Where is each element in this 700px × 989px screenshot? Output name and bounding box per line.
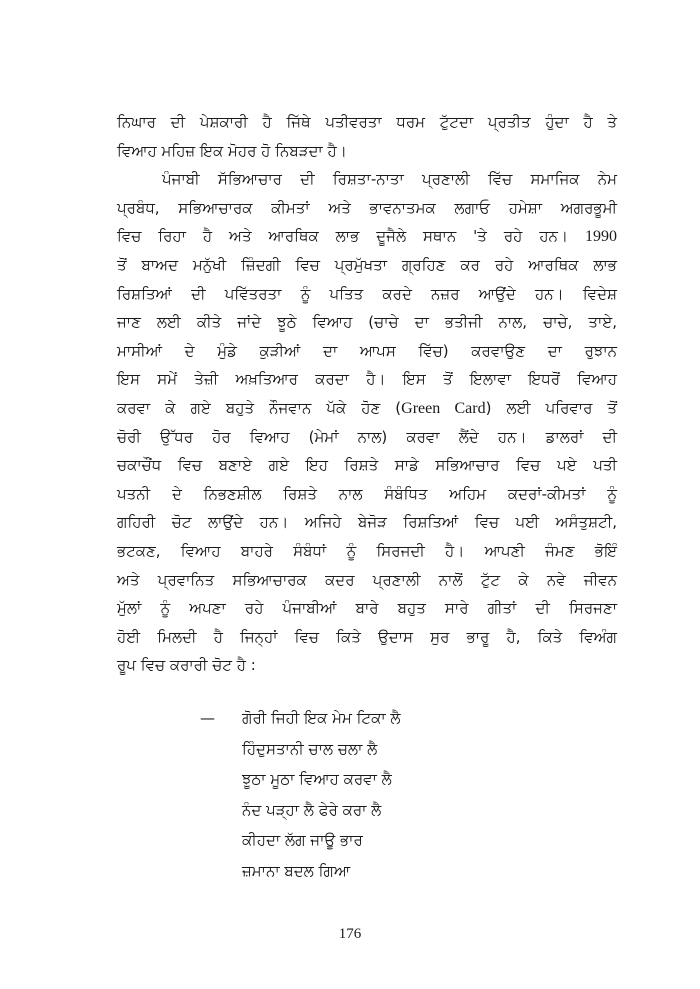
text-line: ਭਟਕਣ, ਵਿਆਹ ਬਾਹਰੇ ਸੰਬੰਧਾਂ ਨੂੰ ਸਿਰਜਦੀ ਹੈ। ਆਪਣੀ ਜੰਮਣ ਭੋਇੰ <box>117 541 617 560</box>
verse-line-text: ਨੰਦ ਪੜ੍ਹਾ ਲੈ ਫੇਰੇ ਕਰਾ ਲੈ <box>242 800 382 819</box>
text-line: ਰਿਸ਼ਤਿਆਂ ਦੀ ਪਵਿੱਤਰਤਾ ਨੂੰ ਪਤਿਤ ਕਰਦੇ ਨਜ਼ਰ ਆਉਂਦੇ ਹਨ। ਵਿਦੇਸ਼ <box>117 284 617 303</box>
text-line: ਗਹਿਰੀ ਚੋਟ ਲਾਉਂਦੇ ਹਨ। ਅਜਿਹੇ ਬੇਜੋੜ ਰਿਸ਼ਤਿਆਂ ਵਿਚ ਪਈ ਅਸੰਤੁਸ਼ਟੀ, <box>117 513 617 532</box>
text-line: ਮੁੱਲਾਂ ਨੂੰ ਅਪਣਾ ਰਹੇ ਪੰਜਾਬੀਆਂ ਬਾਰੇ ਬਹੁਤ ਸਾਰੇ ਗੀਤਾਂ ਦੀ ਸਿਰਜਣਾ <box>117 599 617 618</box>
verse-line-text: ਝੂਠਾ ਮੂਠਾ ਵਿਆਹ ਕਰਵਾ ਲੈ <box>242 770 392 788</box>
verse-line-text: ਹਿੰਦੁਸਤਾਨੀ ਚਾਲ ਚਲਾ ਲੈ <box>242 739 378 758</box>
text-line: ਚੋਰੀ ਉੱਧਰ ਹੋਰ ਵਿਆਹ (ਮੇਮਾਂ ਨਾਲ) ਕਰਵਾ ਲੈਂਦੇ ਹਨ। ਡਾਲਰਾਂ ਦੀ <box>117 427 617 446</box>
text-line: ਪਤਨੀ ਦੇ ਨਿਭਣਸ਼ੀਲ ਰਿਸ਼ਤੇ ਨਾਲ ਸੰਬੰਧਿਤ ਅਹਿਮ ਕਦਰਾਂ-ਕੀਮਤਾਂ ਨੂੰ <box>117 484 617 503</box>
text-line: ਰੂਪ ਵਿਚ ਕਰਾਰੀ ਚੋਟ ਹੈ : <box>117 656 256 675</box>
text-line: ਨਿਘਾਰ ਦੀ ਪੇਸ਼ਕਾਰੀ ਹੈ ਜਿੱਥੇ ਪਤੀਵਰਤਾ ਧਰਮ ਟੁੱਟਦਾ ਪ੍ਰਤੀਤ ਹੁੰਦਾ ਹੈ ਤੇ <box>117 113 617 131</box>
text-line: ਕਰਵਾ ਕੇ ਗਏ ਬਹੁਤੇ ਨੌਜਵਾਨ ਪੱਕੇ ਹੋਣ (Green Card) ਲਈ ਪਰਿਵਾਰ ਤੋਂ <box>117 398 617 417</box>
text-line: ਹੋਈ ਮਿਲਦੀ ਹੈ ਜਿਨ੍ਹਾਂ ਵਿਚ ਕਿਤੇ ਉਦਾਸ ਸੁਰ ਭਾਰੂ ਹੈ, ਕਿਤੇ ਵਿਅੰਗ <box>117 627 617 646</box>
verse-line-text: ਗੋਰੀ ਜਿਹੀ ਇਕ ਮੇਮ ਟਿਕਾ ਲੈ <box>242 709 401 727</box>
text-line: ਜਾਣ ਲਈ ਕੀਤੇ ਜਾਂਦੇ ਝੂਠੇ ਵਿਆਹ (ਚਾਚੇ ਦਾ ਭਤੀਜੀ ਨਾਲ, ਚਾਚੇ, ਤਾਏ, <box>117 313 617 332</box>
body-text <box>117 108 617 680</box>
text-line: ਤੋਂ ਬਾਅਦ ਮਨੁੱਖੀ ਜ਼ਿੰਦਗੀ ਵਿਚ ਪ੍ਰਮੁੱਖਤਾ ਗ੍ਰਹਿਣ ਕਰ ਰਹੇ ਆਰਥਿਕ ਲਾਭ <box>117 255 617 274</box>
paragraph-first-line: ਪੰਜਾਬੀ ਸੱਭਿਆਚਾਰ ਦੀ ਰਿਸ਼ਤਾ-ਨਾਤਾ ਪ੍ਰਣਾਲੀ ਵਿੱਚ ਸਮਾਜਿਕ ਨੇਮ <box>162 170 617 189</box>
verse-dash: — <box>200 709 215 727</box>
text-line: ਚਕਾਚੌਂਧ ਵਿਚ ਬਣਾਏ ਗਏ ਇਹ ਰਿਸ਼ਤੇ ਸਾਡੇ ਸਭਿਆਚਾਰ ਵਿਚ ਪਏ ਪਤੀ <box>117 456 617 475</box>
text-line: ਪ੍ਰਬੰਧ, ਸਭਿਆਚਾਰਕ ਕੀਮਤਾਂ ਅਤੇ ਭਾਵਨਾਤਮਕ ਲਗਾਓ ਹਮੇਸ਼ਾ ਅਗਰਭੂਮੀ <box>117 198 617 217</box>
text-line: ਵਿਚ ਰਿਹਾ ਹੈ ਅਤੇ ਆਰਥਿਕ ਲਾਭ ਦੂਜੈਲੇ ਸਥਾਨ 'ਤੇ ਰਹੇ ਹਨ। 1990 <box>117 227 617 246</box>
page-number: 176 <box>338 926 362 942</box>
text-line: ਇਸ ਸਮੇਂ ਤੇਜ਼ੀ ਅਖ਼ਤਿਆਰ ਕਰਦਾ ਹੈ। ਇਸ ਤੋਂ ਇਲਾਵਾ ਇਧਰੋਂ ਵਿਆਹ <box>117 370 617 389</box>
text-line: ਅਤੇ ਪ੍ਰਵਾਨਿਤ ਸਭਿਆਚਾਰਕ ਕਦਰ ਪ੍ਰਣਾਲੀ ਨਾਲੋਂ ਟੁੱਟ ਕੇ ਨਵੇ ਜੀਵਨ <box>117 570 617 589</box>
text-line: ਵਿਆਹ ਮਹਿਜ਼ ਇਕ ਮੋਹਰ ਹੋ ਨਿਬੜਦਾ ਹੈ। <box>117 141 347 160</box>
text-line: ਮਾਸੀਆਂ ਦੇ ਮੁੰਡੇ ਕੁੜੀਆਂ ਦਾ ਆਪਸ ਵਿੱਚ) ਕਰਵਾਉਣ ਦਾ ਰੁਝਾਨ <box>117 341 617 360</box>
verse-line-text: ਜ਼ਮਾਨਾ ਬਦਲ ਗਿਆ <box>242 861 351 880</box>
verse-line-text: ਕੀਹਦਾ ਲੱਗ ਜਾਊ ਭਾਰ <box>242 831 363 849</box>
